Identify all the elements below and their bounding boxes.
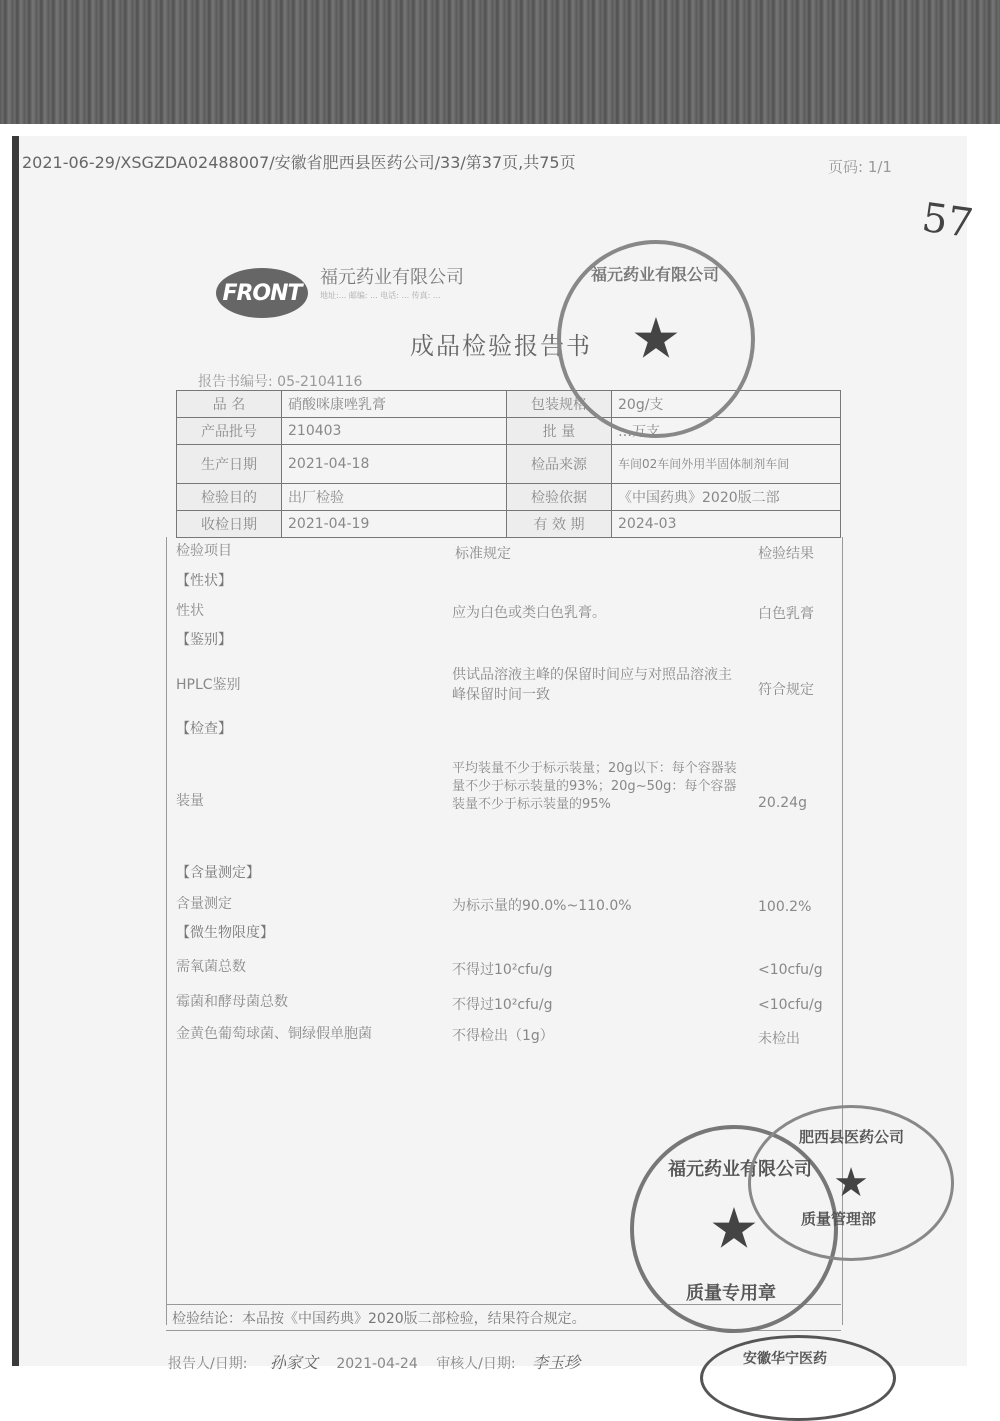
quality-seal-outer-text: 福元药业有限公司 [668,1159,812,1180]
seal-top-text: 福元药业有限公司 [591,265,720,284]
reporter-signature: 孙家文 [269,1353,318,1372]
standard-character: 应为白色或类白色乳膏。 [452,605,606,621]
seal-star-icon: ★ [708,1196,760,1262]
column-header-item: 检验项目 [176,543,232,559]
value-inspection-basis: 《中国药典》2020版二部 [612,484,841,511]
company-name: 福元药业有限公司 [320,267,464,288]
section-character: 【性状】 [176,573,232,589]
bottom-seal-text: 安徽华宁医药 [743,1351,827,1367]
label-expiry: 有 效 期 [507,511,612,538]
standard-staph: 不得检出（1g） [452,1028,554,1044]
label-receive-date: 收检日期 [177,511,282,538]
reviewer-label: 审核人/日期: [436,1356,516,1372]
page-edge-shadow [12,136,19,1366]
distributor-seal [748,1105,954,1261]
column-header-result: 检验结果 [758,546,814,562]
label-product-name: 品 名 [177,391,282,418]
result-assay: 100.2% [758,899,812,915]
value-inspection-purpose: 出厂检验 [282,484,507,511]
standard-fill: 平均装量不少于标示装量；20g以下：每个容器装量不少于标示装量的93%；20g~50g：每个容器装量不少于标示装量的95% [452,761,737,812]
header-stamp: 2021-06-29/XSGZDA02488007/安徽省肥西县医药公司/33/第37页,共75页 [22,153,576,172]
value-package-spec: 20g/支 [612,391,841,418]
standard-assay: 为标示量的90.0%~110.0% [452,898,632,914]
label-inspection-basis: 检验依据 [507,484,612,511]
standard-aerobic: 不得过10²cfu/g [452,962,553,978]
value-expiry: 2024-03 [612,511,841,538]
seal-star-icon: ★ [833,1160,869,1206]
company-seal-top [557,240,755,438]
item-hplc: HPLC鉴别 [176,677,241,693]
item-mold: 霉菌和酵母菌总数 [176,994,288,1010]
document-title: 成品检验报告书 [410,332,592,360]
result-character: 白色乳膏 [758,606,814,622]
company-logo: FRONT [216,268,308,318]
label-sample-source: 检品来源 [507,445,612,484]
signature-row [168,1350,580,1373]
quality-seal-inner-text: 质量专用章 [686,1283,776,1304]
result-staph: 未检出 [758,1031,800,1047]
table-row [177,445,841,484]
value-batch-size: …万支 [612,418,841,445]
scan-top-bar [0,0,1000,124]
item-assay: 含量测定 [176,896,232,912]
section-identify: 【鉴别】 [176,632,232,648]
section-check: 【检查】 [176,721,232,737]
value-batch-no: 210403 [282,418,507,445]
value-sample-source: 车间02车间外用半固体制剂车间 [612,445,841,484]
column-header-standard: 标准规定 [455,546,511,562]
table-row [177,511,841,538]
inspection-conclusion: 检验结论：本品按《中国药典》2020版二部检验，结果符合规定。 [172,1311,586,1327]
handwritten-mark: 57 [919,194,976,248]
result-fill: 20.24g [758,795,807,811]
product-info-table [176,390,841,538]
table-row [177,418,841,445]
result-mold: <10cfu/g [758,997,823,1013]
item-character: 性状 [176,603,204,619]
bottom-seal [700,1335,896,1421]
value-product-name: 硝酸咪康唑乳膏 [282,391,507,418]
table-row [177,484,841,511]
page-code: 页码: 1/1 [828,158,892,176]
seal-star-icon: ★ [630,306,682,372]
value-production-date: 2021-04-18 [282,445,507,484]
reviewer-signature: 李玉珍 [532,1353,581,1372]
reporter-date: 2021-04-24 [336,1356,418,1372]
distributor-seal-inner-text: 质量管理部 [801,1210,877,1228]
value-receive-date: 2021-04-19 [282,511,507,538]
item-aerobic: 需氧菌总数 [176,959,246,975]
label-batch-no: 产品批号 [177,418,282,445]
label-production-date: 生产日期 [177,445,282,484]
section-micro: 【微生物限度】 [176,925,274,941]
distributor-seal-outer-text: 肥西县医药公司 [799,1128,905,1146]
item-fill: 装量 [176,793,204,809]
report-number: 报告书编号: 05-2104116 [198,374,363,390]
label-batch-size: 批 量 [507,418,612,445]
label-inspection-purpose: 检验目的 [177,484,282,511]
reporter-label: 报告人/日期: [168,1356,248,1372]
result-hplc: 符合规定 [758,682,814,698]
item-staph: 金黄色葡萄球菌、铜绿假单胞菌 [176,1026,372,1042]
section-assay: 【含量测定】 [176,865,260,881]
standard-mold: 不得过10²cfu/g [452,997,553,1013]
label-package-spec: 包装规格 [507,391,612,418]
company-address: 地址:... 邮编: ... 电话: ... 传真: ... [320,291,441,300]
standard-hplc: 供试品溶液主峰的保留时间应与对照品溶液主峰保留时间一致 [452,667,732,703]
result-aerobic: <10cfu/g [758,962,823,978]
table-row [177,391,841,418]
